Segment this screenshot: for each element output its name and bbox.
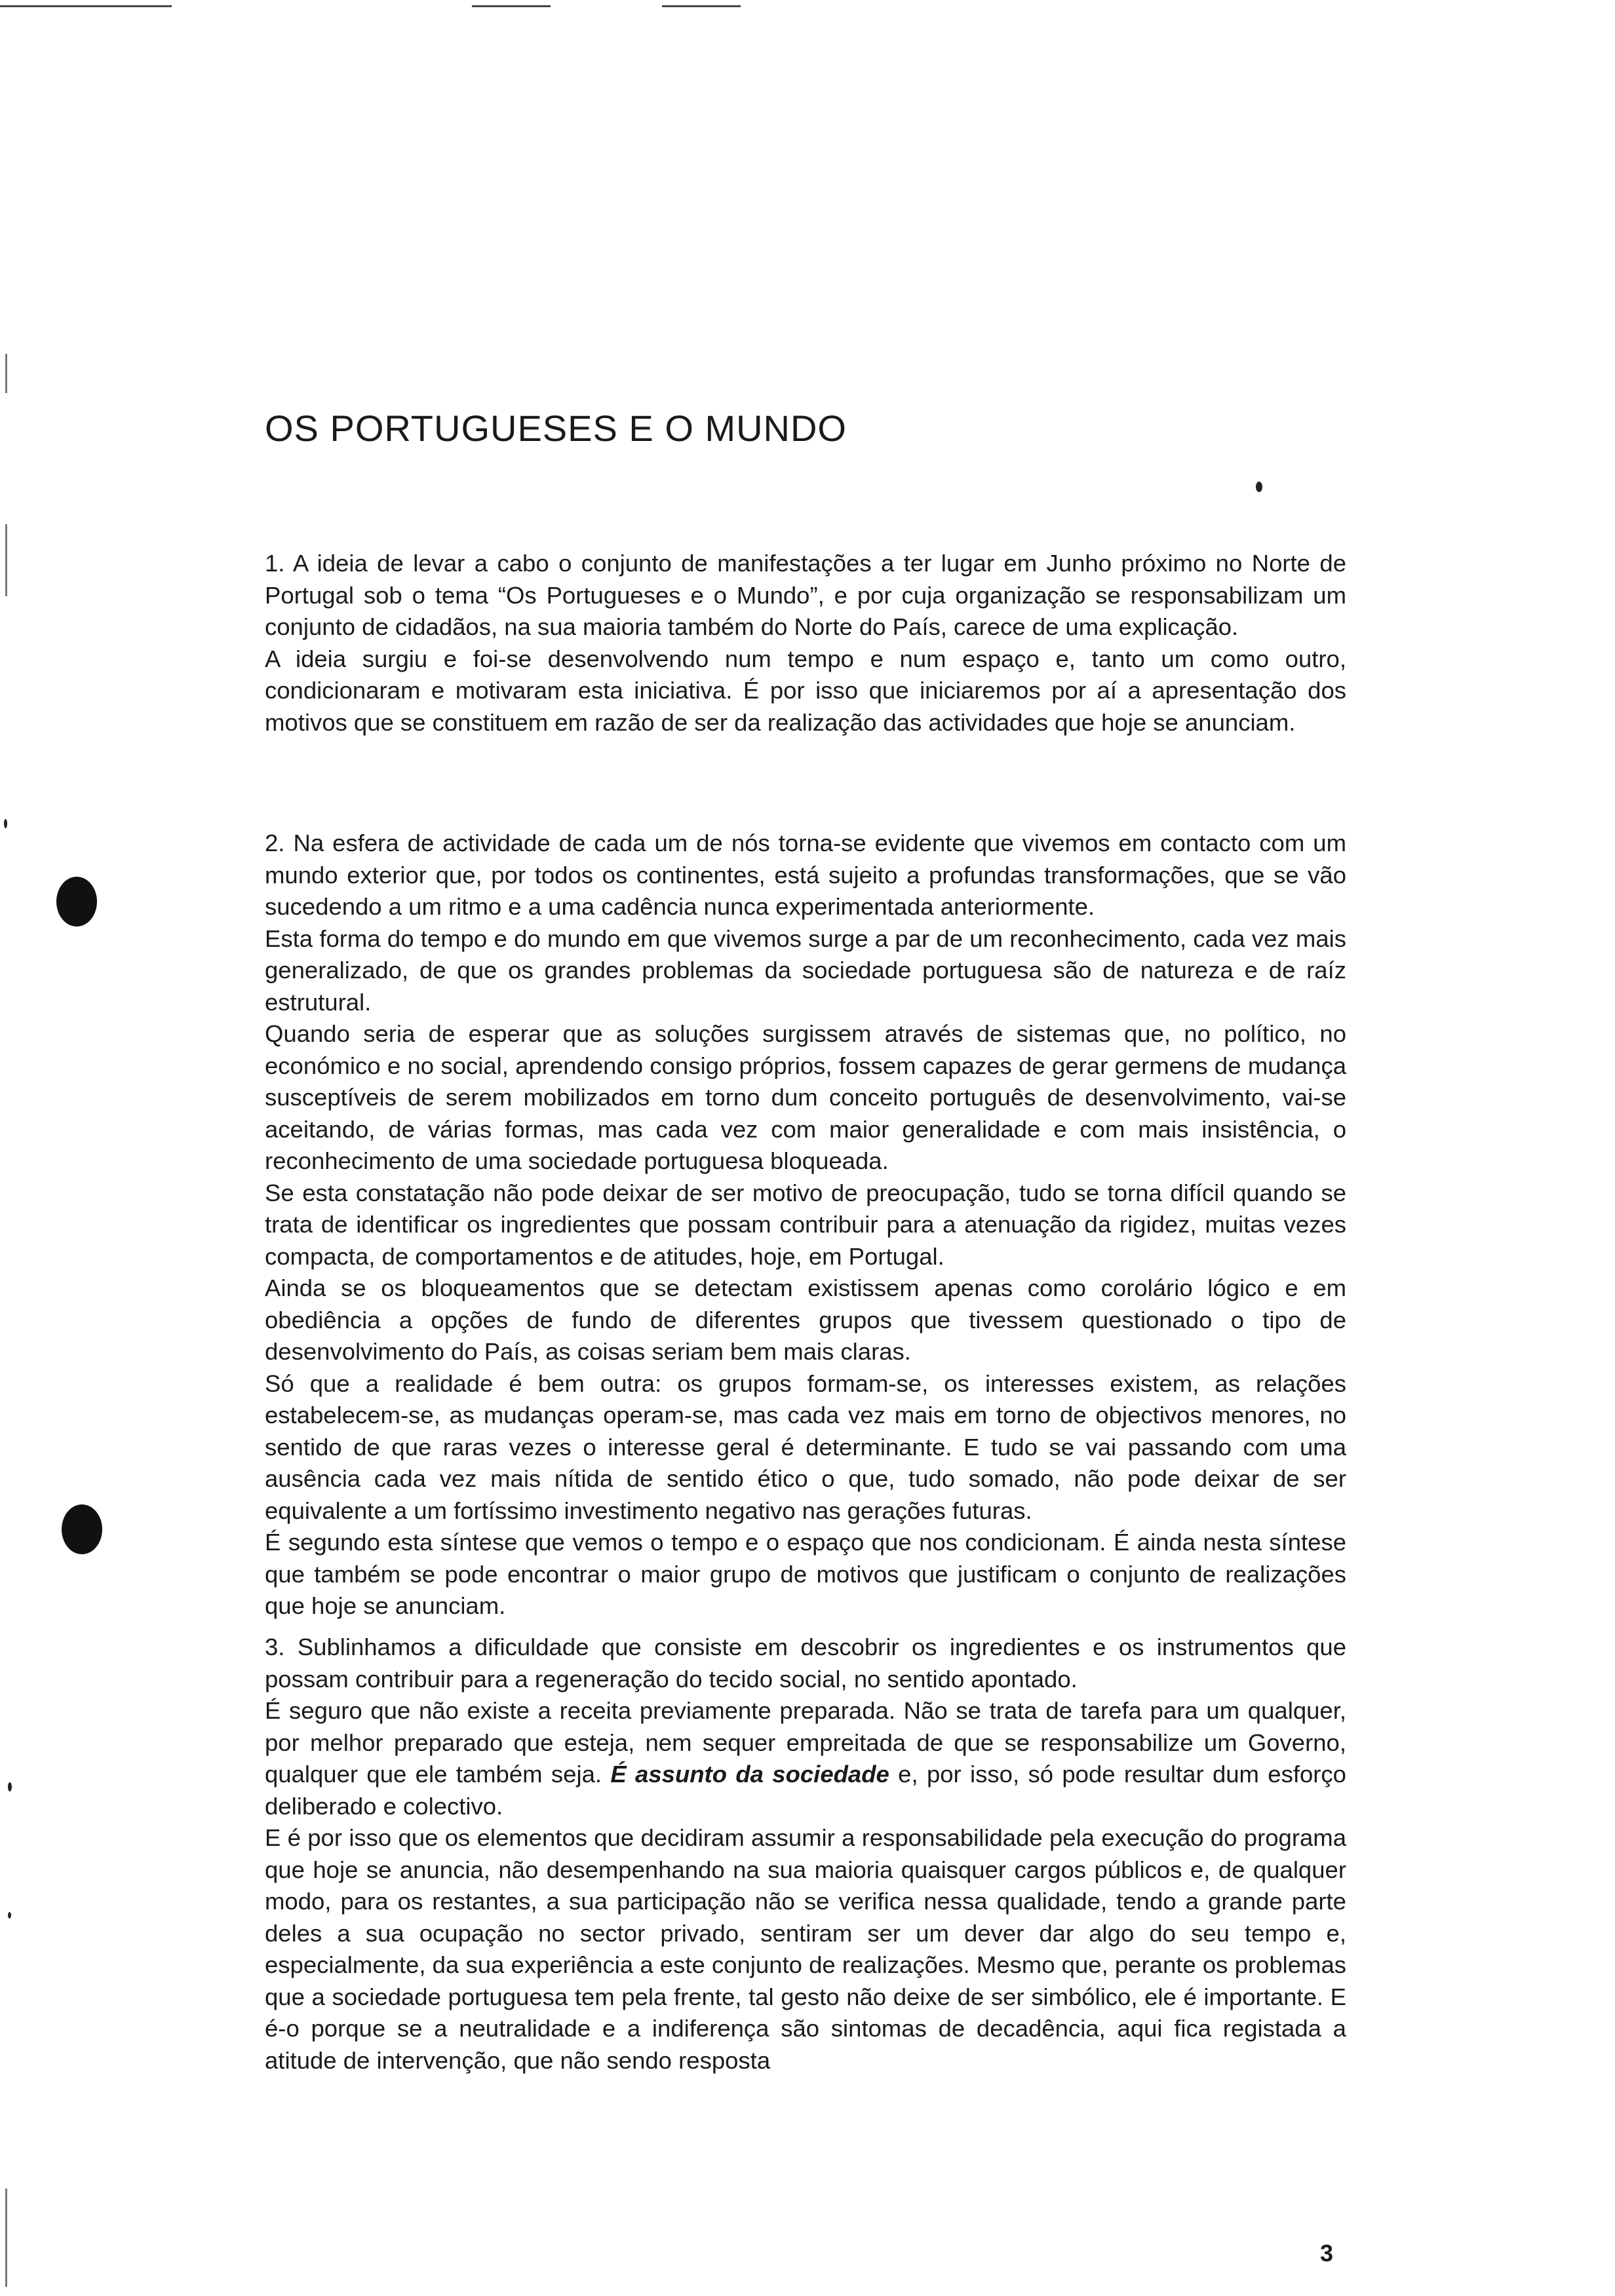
paragraph: Ainda se os bloqueamentos que se detectam existissem apenas como corolário lógico e em obediência a opções de fundo de diferentes grupos que tivessem questionado o tipo de desenvolvimento do País, as coisas seriam bem mais claras.: [265, 1274, 1346, 1365]
scan-top-rule: [0, 5, 172, 7]
scan-edge-mark: [5, 2189, 7, 2287]
paragraph: É segundo esta síntese que vemos o tempo e o espaço que nos condicionam. É ainda nesta síntese que também se pode encontrar o maior grupo de motivos que justificam o conjunto de realizações que hoje se anunciam.: [265, 1529, 1346, 1619]
paragraph: Esta forma do tempo e do mundo em que vivemos surge a par de um reconhecimento, cada vez mais generalizado, de que os grandes problemas da sociedade portuguesa são de natureza e de raíz estrutural.: [265, 925, 1346, 1016]
paragraph: 1. A ideia de levar a cabo o conjunto de manifestações a ter lugar em Junho próximo no Norte de Portugal sob o tema “Os Portugueses e o Mundo”, e por cuja organização se responsabilizam um conjunto de cidadãos, na sua maioria também do Norte do País, carece de uma explicação.: [265, 550, 1346, 640]
paragraph: 2. Na esfera de actividade de cada um de nós torna-se evidente que vivemos em contacto com um mundo exterior que, por todos os continentes, está sujeito a profundas transformações, que se vão sucedendo a um ritmo e a uma cadência nunca experimentada anteriormente.: [265, 830, 1346, 920]
section-1: [265, 548, 1346, 738]
scan-speck: [1256, 482, 1262, 492]
paragraph: Quando seria de esperar que as soluções surgissem através de sistemas que, no político, no económico e no social, aprendendo consigo próprios, fossem capazes de gerar germens de mudança susceptíveis de serem mobilizados em torno dum conceito português de desenvolvimento, vai-se aceitando, de várias formas, mas cada vez com maior generalidade e com mais insistência, o reconhecimento de uma sociedade portuguesa bloqueada.: [265, 1020, 1346, 1174]
scan-speck: [8, 1912, 11, 1919]
scan-top-rule: [472, 5, 551, 7]
punch-hole: [56, 877, 97, 927]
paragraph: A ideia surgiu e foi-se desenvolvendo num tempo e num espaço e, tanto um como outro, condicionaram e motivaram esta iniciativa. É por isso que iniciaremos por aí a apresentação dos motivos que se constituem em razão de ser da realização das actividades que hoje se anunciam.: [265, 645, 1346, 736]
page-number: 3: [1320, 2240, 1334, 2267]
paragraph-text: É seguro que não existe a receita previamente preparada. Não se trata de tarefa para um qualquer, por melhor preparado que esteja, nem sequer empreitada de que se responsabilize um Governo, qualquer que ele também seja.: [265, 1697, 1346, 1788]
section-3: [265, 1632, 1346, 2076]
paragraph: Só que a realidade é bem outra: os grupos formam-se, os interesses existem, as relações estabelecem-se, as mudanças operam-se, mas cada vez mais em torno de objectivos menores, no sentido de que raras vezes o interesse geral é determinante. E tudo se vai passando com uma ausência cada vez mais nítida de sentido ético o que, tudo somado, não pode deixar de ser equivalente a um fortíssimo investimento negativo nas gerações futuras.: [265, 1369, 1346, 1524]
emphasis-text: É assunto da sociedade: [610, 1761, 889, 1788]
scan-speck: [8, 1782, 12, 1791]
section-2: [265, 828, 1346, 1622]
paragraph: Se esta constatação não pode deixar de ser motivo de preocupação, tudo se torna difícil quando se trata de identificar os ingredientes que possam contribuir para a atenuação da rigidez, muitas vezes compacta, de comportamentos e de atitudes, hoje, em Portugal.: [265, 1179, 1346, 1270]
scan-edge-mark: [5, 354, 7, 393]
scan-edge-mark: [5, 524, 7, 596]
scan-top-rule: [662, 5, 741, 7]
paragraph-text: e, por isso, só pode resultar dum esforço deliberado e colectivo.: [265, 1761, 1346, 1820]
scan-speck: [4, 819, 7, 828]
punch-hole: [62, 1504, 102, 1554]
paragraph: E é por isso que os elementos que decidiram assumir a responsabilidade pela execução do programa que hoje se anuncia, não desempenhando na sua maioria quaisquer cargos públicos e, de qualquer modo, para os restantes, a sua participação não se verifica nessa qualidade, tendo a grande parte deles a sua ocupação no sector privado, sentiram ser um dever dar algo do seu tempo e, especialmente, da sua experiência a este conjunto de realizações. Mesmo que, perante os problemas que a sociedade portuguesa tem pela frente, tal gesto não deixe de ser simbólico, ele é importante. E é-o porque se a neutralidade e a indiferença são sintomas de decadência, aqui fica registada a atitude de intervenção, que não sendo resposta: [265, 1824, 1346, 2074]
paragraph-with-emphasis: [265, 1695, 1346, 1822]
paragraph: 3. Sublinhamos a dificuldade que consiste em descobrir os ingredientes e os instrumentos que possam contribuir para a regeneração do tecido social, no sentido apontado.: [265, 1634, 1346, 1693]
page-title: OS PORTUGUESES E O MUNDO: [265, 408, 847, 449]
